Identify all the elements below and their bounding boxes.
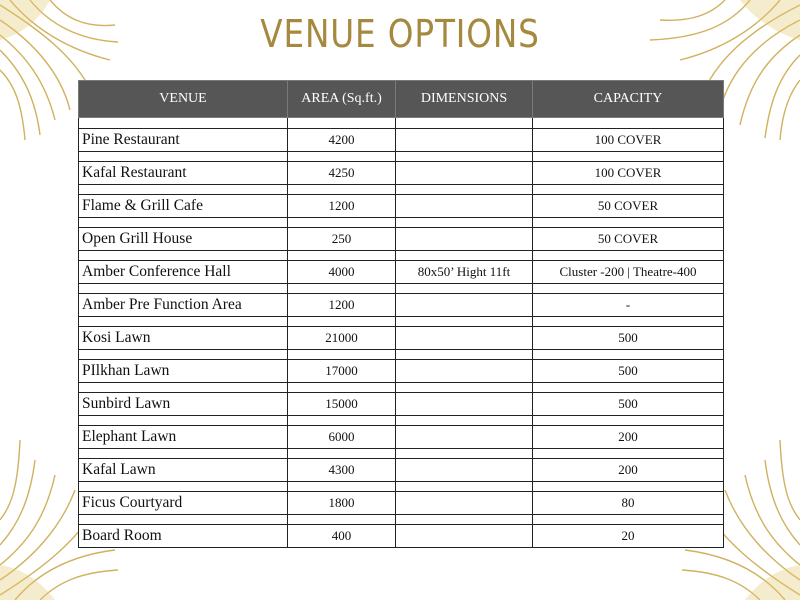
cell-capacity: 50 COVER (533, 195, 724, 218)
spacer-cell (288, 218, 396, 228)
spacer-cell (79, 118, 288, 129)
spacer-cell (288, 317, 396, 327)
cell-area: 1800 (288, 492, 396, 515)
cell-dimensions (396, 360, 533, 383)
spacer-cell (396, 118, 533, 129)
spacer-cell (79, 482, 288, 492)
spacer-cell (79, 152, 288, 162)
venue-table (78, 80, 724, 548)
spacer-cell (533, 416, 724, 426)
table-row-spacer (79, 152, 724, 162)
cell-venue: Open Grill House (79, 228, 288, 251)
cell-venue: PIlkhan Lawn (79, 360, 288, 383)
spacer-cell (79, 350, 288, 360)
table-row (79, 294, 724, 317)
spacer-cell (533, 218, 724, 228)
table-row-spacer (79, 185, 724, 195)
cell-dimensions: 80x50’ Hight 11ft (396, 261, 533, 284)
table-header-row (79, 81, 724, 118)
spacer-cell (396, 416, 533, 426)
table-row (79, 360, 724, 383)
cell-capacity: 200 (533, 459, 724, 482)
table-row-spacer (79, 284, 724, 294)
cell-venue: Kafal Lawn (79, 459, 288, 482)
spacer-cell (79, 185, 288, 195)
table-row-spacer (79, 383, 724, 393)
spacer-cell (79, 218, 288, 228)
column-header-capacity: CAPACITY (533, 81, 724, 118)
spacer-cell (396, 515, 533, 525)
spacer-cell (533, 284, 724, 294)
spacer-cell (533, 482, 724, 492)
spacer-cell (396, 251, 533, 261)
table-row (79, 261, 724, 284)
cell-capacity: - (533, 294, 724, 317)
spacer-cell (288, 515, 396, 525)
cell-area: 4250 (288, 162, 396, 185)
spacer-cell (533, 251, 724, 261)
spacer-cell (533, 152, 724, 162)
spacer-cell (79, 416, 288, 426)
cell-capacity: 100 COVER (533, 162, 724, 185)
table-row (79, 162, 724, 185)
table-row-spacer (79, 251, 724, 261)
table-row-spacer (79, 317, 724, 327)
table-row-spacer (79, 449, 724, 459)
cell-area: 21000 (288, 327, 396, 350)
spacer-cell (79, 284, 288, 294)
spacer-cell (396, 383, 533, 393)
spacer-cell (396, 218, 533, 228)
table-row (79, 426, 724, 449)
column-header-venue: VENUE (79, 81, 288, 118)
spacer-cell (79, 383, 288, 393)
spacer-cell (396, 185, 533, 195)
cell-capacity: 100 COVER (533, 129, 724, 152)
spacer-cell (288, 284, 396, 294)
cell-dimensions (396, 195, 533, 218)
table-row (79, 228, 724, 251)
cell-area: 4000 (288, 261, 396, 284)
spacer-cell (533, 317, 724, 327)
cell-area: 1200 (288, 294, 396, 317)
spacer-cell (79, 317, 288, 327)
cell-dimensions (396, 162, 533, 185)
spacer-cell (396, 152, 533, 162)
cell-capacity: 500 (533, 360, 724, 383)
cell-venue: Elephant Lawn (79, 426, 288, 449)
spacer-cell (288, 185, 396, 195)
table-row (79, 492, 724, 515)
cell-area: 250 (288, 228, 396, 251)
cell-dimensions (396, 228, 533, 251)
cell-area: 400 (288, 525, 396, 548)
table-row (79, 525, 724, 548)
table-row (79, 327, 724, 350)
table-row-spacer (79, 482, 724, 492)
cell-capacity: 20 (533, 525, 724, 548)
cell-venue: Amber Pre Function Area (79, 294, 288, 317)
spacer-cell (288, 383, 396, 393)
table-row (79, 195, 724, 218)
cell-area: 15000 (288, 393, 396, 416)
page-title: VENUE OPTIONS (260, 12, 540, 56)
cell-capacity: 80 (533, 492, 724, 515)
spacer-cell (288, 416, 396, 426)
cell-capacity: 500 (533, 393, 724, 416)
table-body (79, 118, 724, 548)
spacer-cell (396, 482, 533, 492)
cell-area: 4300 (288, 459, 396, 482)
cell-venue: Kafal Restaurant (79, 162, 288, 185)
cell-dimensions (396, 393, 533, 416)
spacer-cell (288, 152, 396, 162)
cell-dimensions (396, 492, 533, 515)
spacer-cell (288, 482, 396, 492)
spacer-cell (79, 251, 288, 261)
cell-venue: Board Room (79, 525, 288, 548)
column-header-dimensions: DIMENSIONS (396, 81, 533, 118)
spacer-cell (533, 449, 724, 459)
table-row-spacer (79, 515, 724, 525)
table-row-spacer (79, 350, 724, 360)
spacer-cell (396, 317, 533, 327)
cell-capacity: Cluster -200 | Theatre-400 (533, 261, 724, 284)
spacer-cell (533, 118, 724, 129)
cell-venue: Ficus Courtyard (79, 492, 288, 515)
table-row (79, 459, 724, 482)
cell-venue: Kosi Lawn (79, 327, 288, 350)
cell-dimensions (396, 525, 533, 548)
cell-venue: Amber Conference Hall (79, 261, 288, 284)
spacer-cell (533, 185, 724, 195)
cell-venue: Sunbird Lawn (79, 393, 288, 416)
cell-capacity: 50 COVER (533, 228, 724, 251)
spacer-cell (533, 350, 724, 360)
spacer-cell (288, 350, 396, 360)
cell-dimensions (396, 129, 533, 152)
column-header-area: AREA (Sq.ft.) (288, 81, 396, 118)
table-row-spacer (79, 218, 724, 228)
cell-area: 17000 (288, 360, 396, 383)
spacer-cell (288, 118, 396, 129)
cell-area: 1200 (288, 195, 396, 218)
cell-dimensions (396, 294, 533, 317)
spacer-cell (79, 449, 288, 459)
cell-dimensions (396, 426, 533, 449)
cell-dimensions (396, 459, 533, 482)
cell-area: 4200 (288, 129, 396, 152)
spacer-cell (533, 383, 724, 393)
table-row-spacer (79, 416, 724, 426)
table-row (79, 393, 724, 416)
spacer-cell (533, 515, 724, 525)
spacer-cell (288, 449, 396, 459)
cell-dimensions (396, 327, 533, 350)
cell-capacity: 500 (533, 327, 724, 350)
cell-area: 6000 (288, 426, 396, 449)
cell-capacity: 200 (533, 426, 724, 449)
table-row-spacer (79, 118, 724, 129)
cell-venue: Flame & Grill Cafe (79, 195, 288, 218)
spacer-cell (79, 515, 288, 525)
spacer-cell (396, 449, 533, 459)
cell-venue: Pine Restaurant (79, 129, 288, 152)
spacer-cell (396, 284, 533, 294)
spacer-cell (288, 251, 396, 261)
table-row (79, 129, 724, 152)
spacer-cell (396, 350, 533, 360)
